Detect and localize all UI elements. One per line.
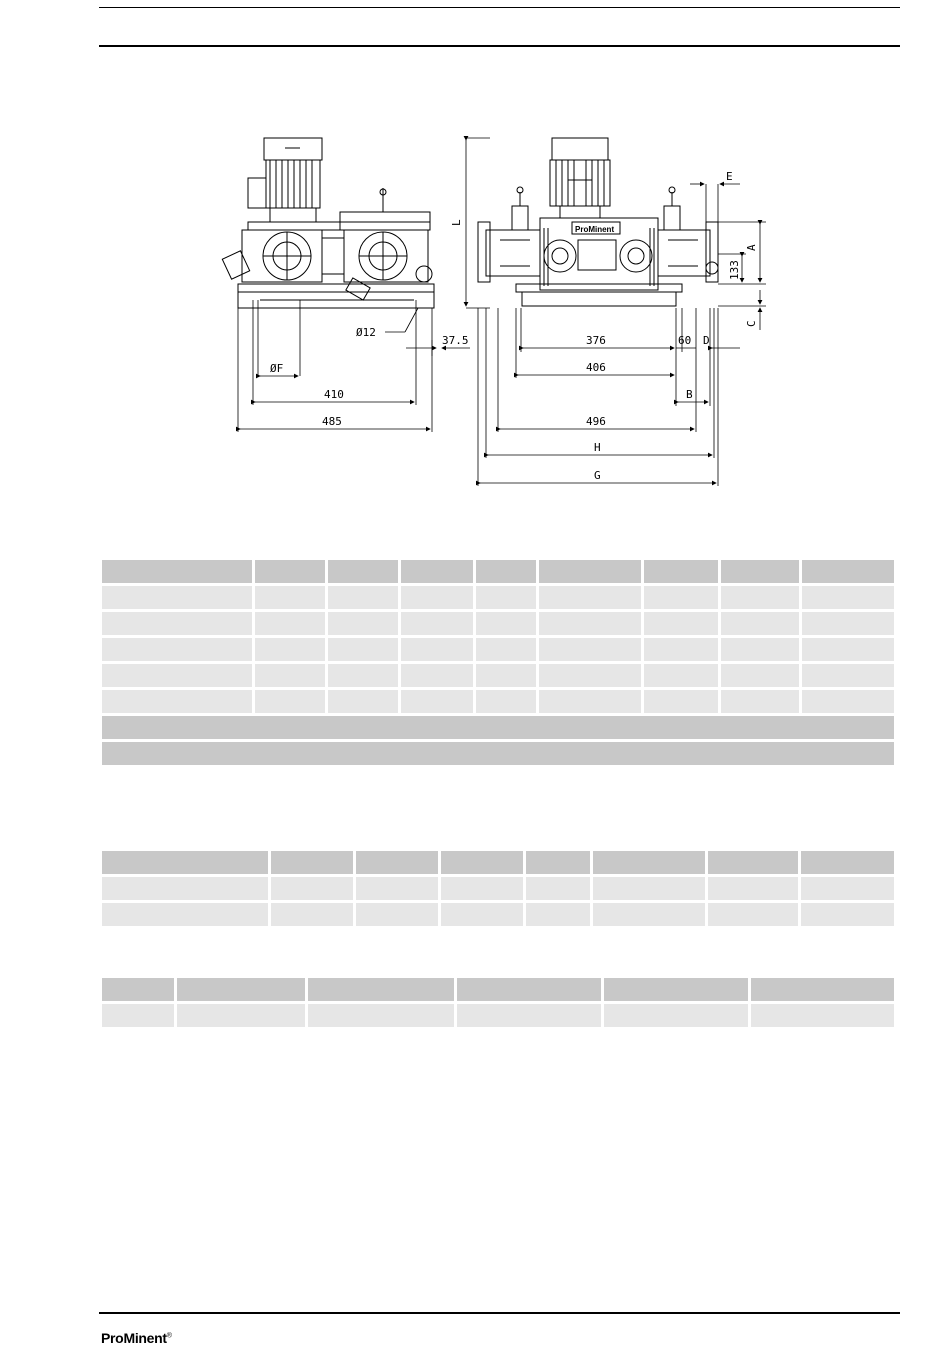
- left-view-motor: [248, 138, 322, 222]
- brand-minent: Minent: [123, 1330, 167, 1346]
- dim-376: 376: [586, 334, 606, 347]
- brand-registered: ®: [166, 1332, 172, 1340]
- right-view-baseplate: [516, 284, 682, 306]
- table-row: [102, 664, 894, 687]
- table-span-row: [102, 716, 894, 739]
- table-span-row: [102, 742, 894, 765]
- gearbox-nameplate: ProMinent: [575, 225, 615, 234]
- dimension-table-3: [99, 975, 897, 1030]
- brand-pro: Pro: [101, 1330, 124, 1346]
- dim-485: 485: [322, 415, 342, 428]
- dim-37-5: 37.5: [442, 334, 469, 347]
- footer-rule: [99, 1312, 900, 1314]
- dim-133: 133: [728, 260, 741, 280]
- dim-c: C: [745, 320, 758, 327]
- dim-e: E: [726, 170, 733, 183]
- dim-hole-f: ØF: [270, 362, 284, 375]
- table-row: [102, 877, 894, 900]
- pump-dimension-drawing: [0, 0, 950, 500]
- table-header-row: [102, 560, 894, 583]
- dim-a: A: [745, 244, 758, 251]
- table-header-row: [102, 851, 894, 874]
- dim-60: 60: [678, 334, 692, 347]
- dim-hole-12: Ø12: [356, 326, 376, 339]
- dim-496: 496: [586, 415, 606, 428]
- left-view-pump-body: [222, 188, 432, 300]
- left-view-baseplate: [238, 284, 434, 308]
- dim-g: G: [594, 469, 601, 482]
- right-view-motor: [550, 138, 610, 218]
- dim-406: 406: [586, 361, 606, 374]
- dimension-table-2: [99, 848, 897, 929]
- table-row: [102, 586, 894, 609]
- table-row: [102, 1004, 894, 1027]
- dim-410: 410: [324, 388, 344, 401]
- dim-b: B: [686, 388, 693, 401]
- table-row: [102, 638, 894, 661]
- prominent-logo: [101, 1330, 172, 1346]
- dimension-table-1: [99, 557, 897, 768]
- table-header-row: [102, 978, 894, 1001]
- dim-l: L: [450, 219, 463, 226]
- table-row: [102, 903, 894, 926]
- table-row: [102, 690, 894, 713]
- table-row: [102, 612, 894, 635]
- dim-h: H: [594, 441, 601, 454]
- dim-d: D: [703, 334, 710, 347]
